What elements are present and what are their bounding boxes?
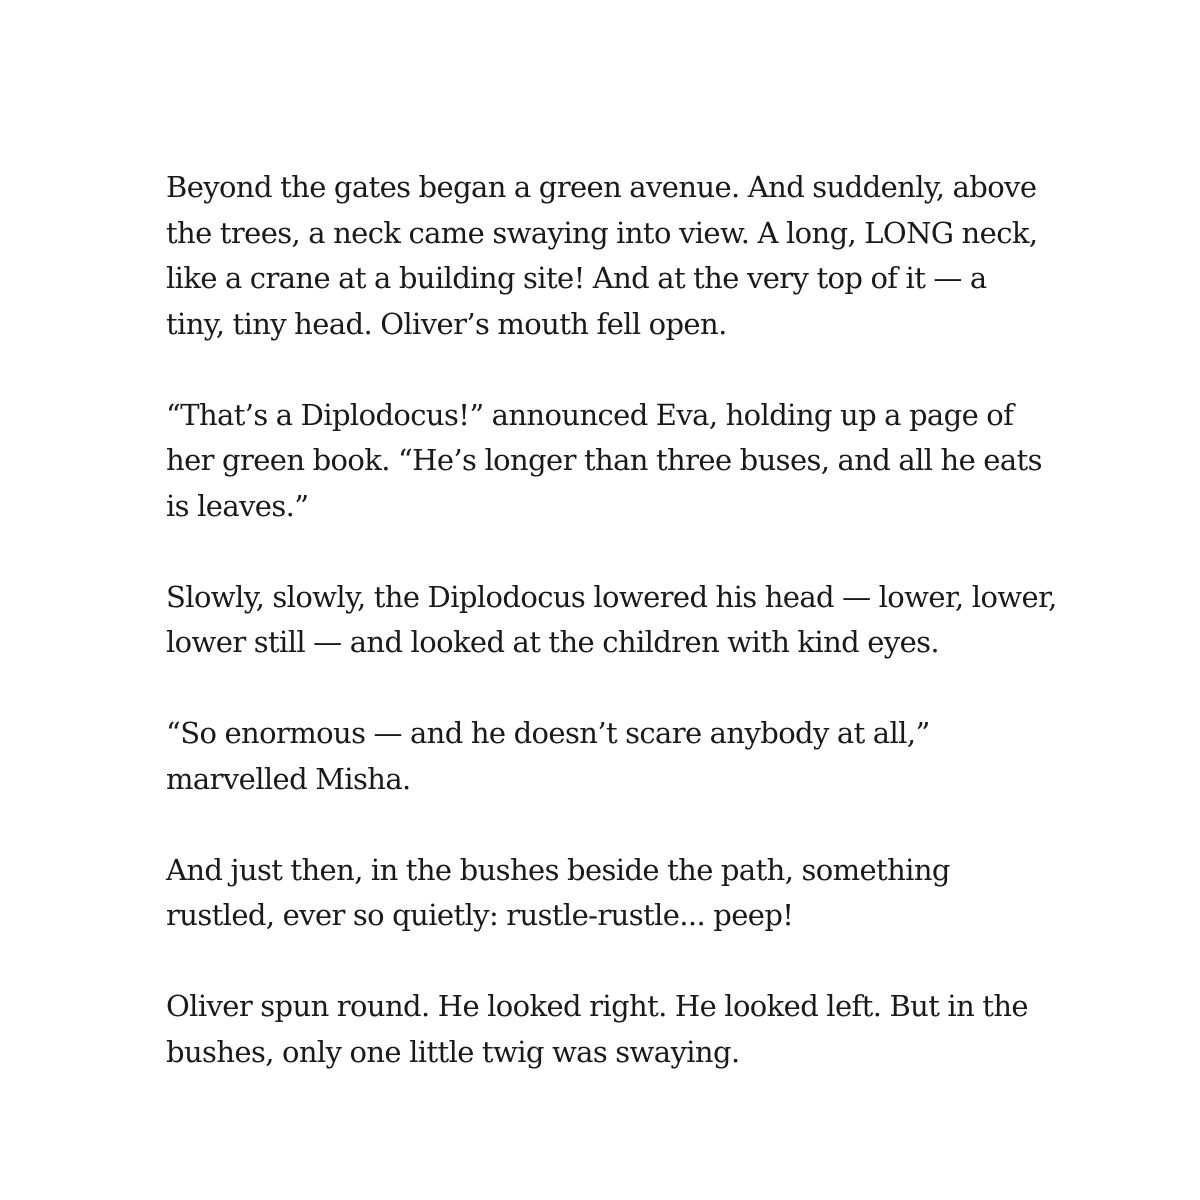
text-line: lower still — and looked at the children with kind eyes.	[166, 625, 940, 659]
paragraph-lowered-head	[166, 575, 1156, 666]
text-line: Beyond the gates began a green avenue. And suddenly, above	[166, 170, 1037, 204]
text-line: “So enormous — and he doesn’t scare anybody at all,”	[166, 716, 930, 750]
text-line: marvelled Misha.	[166, 761, 411, 796]
paragraph-misha	[166, 711, 1156, 802]
text-line: And just then, in the bushes beside the path, something	[166, 852, 950, 887]
text-line: is leaves.”	[166, 488, 309, 523]
paragraph-diplodocus	[166, 393, 1156, 530]
text-line: Slowly, slowly, the Diplodocus lowered his head — lower, lower,	[166, 579, 1057, 614]
text-line: rustled, ever so quietly: rustle-rustle... peep!	[166, 898, 794, 932]
text-line: “That’s a Diplodocus!” announced Eva, holding up a page of	[166, 397, 1014, 432]
paragraph-gates	[166, 165, 1156, 347]
text-line: the trees, a neck came swaying into view. A long, LONG neck,	[166, 215, 1038, 250]
story-text	[166, 165, 1156, 1075]
paragraph-oliver	[166, 984, 1156, 1075]
text-line: bushes, only one little twig was swaying.	[166, 1034, 740, 1069]
text-line: her green book. “He’s longer than three buses, and all he eats	[166, 443, 1042, 477]
text-line: tiny, tiny head. Oliver’s mouth fell open.	[166, 306, 727, 341]
paragraph-bushes	[166, 848, 1156, 939]
text-line: like a crane at a building site! And at the very top of it — a	[166, 261, 987, 295]
text-line: Oliver spun round. He looked right. He looked left. But in the	[166, 989, 1028, 1023]
